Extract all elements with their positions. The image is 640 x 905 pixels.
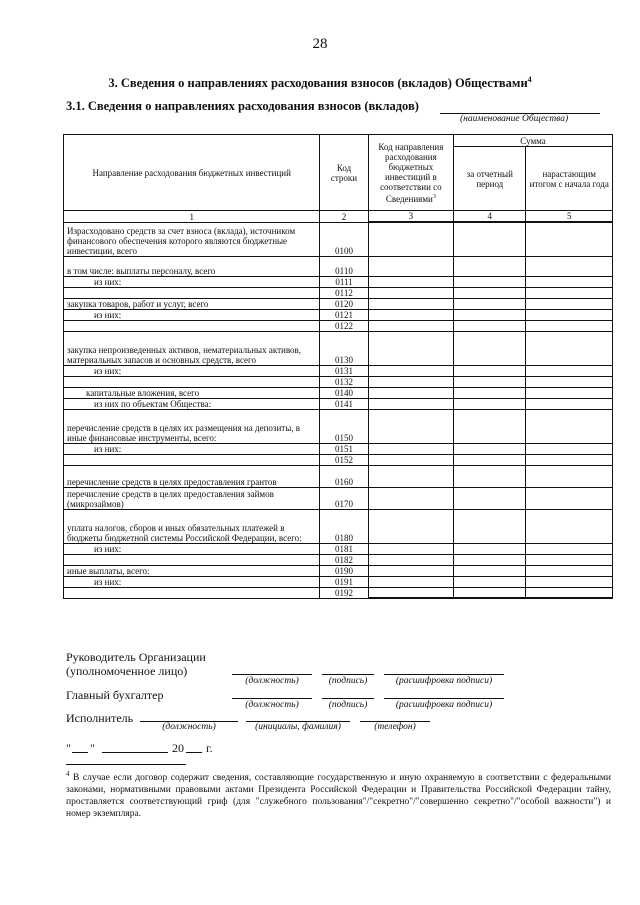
row-code: 0100 <box>320 222 368 256</box>
table-row <box>64 454 613 465</box>
row-code: 0182 <box>320 554 368 565</box>
date-year-suffix: г. <box>206 741 213 755</box>
date-day-line[interactable] <box>72 752 88 753</box>
row-code: 0180 <box>320 509 368 543</box>
table-row <box>64 465 613 487</box>
cell-investment-code[interactable] <box>368 409 453 443</box>
cell-period-sum[interactable] <box>454 256 526 276</box>
table-row <box>64 298 613 309</box>
executor-label: Исполнитель <box>66 711 134 725</box>
table-row <box>64 543 613 554</box>
table-row <box>64 576 613 587</box>
head-label-1: Руководитель Организации <box>66 650 206 664</box>
head-signature-caption: (подпись) <box>328 676 368 686</box>
table-row <box>64 487 613 509</box>
head-signature-line[interactable] <box>322 674 374 675</box>
cell-period-sum[interactable] <box>454 509 526 543</box>
cell-cumulative-sum[interactable] <box>526 222 613 256</box>
section-title-text: 3. Сведения о направлениях расходования взносов (вкладов) Обществами <box>108 76 528 91</box>
accountant-position-caption: (должность) <box>245 700 299 710</box>
cell-period-sum[interactable] <box>454 554 526 565</box>
row-code: 0111 <box>320 276 368 287</box>
head-decoding-line[interactable] <box>384 674 504 675</box>
row-code: 0122 <box>320 320 368 331</box>
cell-period-sum[interactable] <box>454 443 526 454</box>
header-investment-code <box>368 135 453 211</box>
head-label-2: (уполномоченное лицо) <box>66 664 188 678</box>
row-code: 0131 <box>320 365 368 376</box>
cell-cumulative-sum[interactable] <box>526 298 613 309</box>
cell-investment-code[interactable] <box>368 398 453 409</box>
row-label: из них: <box>64 276 320 287</box>
row-code: 0170 <box>320 487 368 509</box>
table-row <box>64 287 613 298</box>
row-code: 0191 <box>320 576 368 587</box>
cell-period-sum[interactable] <box>454 487 526 509</box>
cell-period-sum[interactable] <box>454 287 526 298</box>
row-code: 0181 <box>320 543 368 554</box>
col-number-1: 1 <box>64 211 320 223</box>
table-row <box>64 256 613 276</box>
row-label: из них: <box>64 309 320 320</box>
row-label <box>64 587 320 598</box>
cell-investment-code[interactable] <box>368 331 453 365</box>
table-row <box>64 565 613 576</box>
cell-cumulative-sum[interactable] <box>526 387 613 398</box>
row-label: иные выплаты, всего: <box>64 565 320 576</box>
cell-investment-code[interactable] <box>368 565 453 576</box>
row-label: из них: <box>64 543 320 554</box>
subsection-title: 3.1. Сведения о направлениях расходования взносов (вкладов) <box>66 99 419 113</box>
row-label <box>64 454 320 465</box>
cell-cumulative-sum[interactable] <box>526 454 613 465</box>
executor-name-caption: (инициалы, фамилия) <box>255 722 341 732</box>
cell-cumulative-sum[interactable] <box>526 276 613 287</box>
col-number-4: 4 <box>454 211 526 223</box>
row-label <box>64 376 320 387</box>
executor-phone-caption: (телефон) <box>374 722 416 732</box>
table-row <box>64 587 613 598</box>
accountant-label: Главный бухгалтер <box>66 688 164 702</box>
header-investment-code-ref: 3 <box>432 193 436 200</box>
header-investment-code-text: Код направления расходования бюджетных инвестиций в соответствии со Сведениями <box>378 141 444 204</box>
row-label: из них: <box>64 365 320 376</box>
row-label: из них: <box>64 576 320 587</box>
cell-period-sum[interactable] <box>454 465 526 487</box>
cell-investment-code[interactable] <box>368 222 453 256</box>
cell-cumulative-sum[interactable] <box>526 309 613 320</box>
row-label: в том числе: выплаты персоналу, всего <box>64 256 320 276</box>
footnote-text: В случае если договор содержит сведения, составляющие государственную и иную охраняемую в соответствии с федеральными законами, нормативными правовыми актами Президента Российской Федерации и Правительства Российской Федерации тайну, проставляется соответствующий гриф (для "служебного пользования"/"секретно"/"совершенно секретно"/"особой важности") и номер экземпляра. <box>66 773 612 820</box>
accountant-decoding-line[interactable] <box>384 698 504 699</box>
cell-investment-code[interactable] <box>368 365 453 376</box>
cell-period-sum[interactable] <box>454 298 526 309</box>
row-label: из них: <box>64 443 320 454</box>
cell-investment-code[interactable] <box>368 376 453 387</box>
table-row <box>64 398 613 409</box>
cell-period-sum[interactable] <box>454 387 526 398</box>
cell-investment-code[interactable] <box>368 587 453 598</box>
table-row <box>64 409 613 443</box>
cell-investment-code[interactable] <box>368 554 453 565</box>
table-row <box>64 443 613 454</box>
table-row <box>64 331 613 365</box>
cell-investment-code[interactable] <box>368 309 453 320</box>
row-code: 0152 <box>320 454 368 465</box>
date-month-line[interactable] <box>102 752 168 753</box>
cell-cumulative-sum[interactable] <box>526 487 613 509</box>
col-number-2: 2 <box>320 211 368 223</box>
cell-cumulative-sum[interactable] <box>526 443 613 454</box>
cell-period-sum[interactable] <box>454 409 526 443</box>
accountant-signature-line[interactable] <box>322 698 374 699</box>
row-code: 0190 <box>320 565 368 576</box>
row-label <box>64 320 320 331</box>
table-row <box>64 222 613 256</box>
row-label <box>64 287 320 298</box>
cell-investment-code[interactable] <box>368 256 453 276</box>
cell-investment-code[interactable] <box>368 454 453 465</box>
table-row <box>64 387 613 398</box>
row-label: капитальные вложения, всего <box>64 387 320 398</box>
header-sum: Сумма <box>454 135 613 147</box>
row-label: закупка товаров, работ и услуг, всего <box>64 298 320 309</box>
header-period: за отчетный период <box>454 147 526 211</box>
section-title <box>0 75 640 91</box>
row-code: 0112 <box>320 287 368 298</box>
head-position-caption: (должность) <box>245 676 299 686</box>
cell-period-sum[interactable] <box>454 543 526 554</box>
row-label: из них по объектам Общества: <box>64 398 320 409</box>
accountant-decoding-caption: (расшифровка подписи) <box>395 700 493 710</box>
cell-period-sum[interactable] <box>454 320 526 331</box>
footnote <box>66 768 611 820</box>
cell-period-sum[interactable] <box>454 454 526 465</box>
row-label: закупка непроизведенных активов, нематериальных активов, материальных запасов и основных средств, всего <box>64 331 320 365</box>
cell-investment-code[interactable] <box>368 465 453 487</box>
date-close-quote: " <box>90 741 95 755</box>
cell-period-sum[interactable] <box>454 587 526 598</box>
cell-period-sum[interactable] <box>454 398 526 409</box>
cell-period-sum[interactable] <box>454 276 526 287</box>
cell-cumulative-sum[interactable] <box>526 465 613 487</box>
row-code: 0120 <box>320 298 368 309</box>
cell-period-sum[interactable] <box>454 565 526 576</box>
cell-period-sum[interactable] <box>454 376 526 387</box>
header-cumulative: нарастающим итогом с начала года <box>526 147 613 211</box>
cell-cumulative-sum[interactable] <box>526 320 613 331</box>
cell-cumulative-sum[interactable] <box>526 256 613 276</box>
footnote-mark: 4 <box>66 770 70 778</box>
cell-investment-code[interactable] <box>368 543 453 554</box>
head-position-line[interactable] <box>232 674 312 675</box>
row-code: 0130 <box>320 331 368 365</box>
row-label: перечисление средств в целях предоставления грантов <box>64 465 320 487</box>
table-row <box>64 320 613 331</box>
table-row <box>64 554 613 565</box>
cell-investment-code[interactable] <box>368 576 453 587</box>
col-number-5: 5 <box>526 211 613 223</box>
cell-cumulative-sum[interactable] <box>526 565 613 576</box>
organization-name-caption: (наименование Общества) <box>460 114 569 124</box>
row-code: 0141 <box>320 398 368 409</box>
cell-cumulative-sum[interactable] <box>526 398 613 409</box>
executor-position-caption: (должность) <box>162 722 216 732</box>
cell-cumulative-sum[interactable] <box>526 587 613 598</box>
table-row <box>64 365 613 376</box>
cell-investment-code[interactable] <box>368 287 453 298</box>
expenditure-table <box>63 134 613 599</box>
row-code: 0151 <box>320 443 368 454</box>
table-body <box>64 222 613 598</box>
header-direction: Направление расходования бюджетных инвестиций <box>64 135 320 211</box>
row-code: 0121 <box>320 309 368 320</box>
row-code: 0140 <box>320 387 368 398</box>
cell-period-sum[interactable] <box>454 576 526 587</box>
cell-period-sum[interactable] <box>454 309 526 320</box>
cell-cumulative-sum[interactable] <box>526 543 613 554</box>
row-label: перечисление средств в целях их размещения на депозиты, в иные финансовые инструменты, всего: <box>64 409 320 443</box>
cell-cumulative-sum[interactable] <box>526 287 613 298</box>
section-title-footnote-ref: 4 <box>527 75 532 84</box>
cell-cumulative-sum[interactable] <box>526 331 613 365</box>
row-code: 0132 <box>320 376 368 387</box>
cell-cumulative-sum[interactable] <box>526 409 613 443</box>
cell-cumulative-sum[interactable] <box>526 509 613 543</box>
cell-cumulative-sum[interactable] <box>526 554 613 565</box>
date-year-line[interactable] <box>186 752 202 753</box>
cell-cumulative-sum[interactable] <box>526 376 613 387</box>
cell-investment-code[interactable] <box>368 298 453 309</box>
footnote-separator <box>66 764 186 765</box>
cell-period-sum[interactable] <box>454 222 526 256</box>
accountant-signature-caption: (подпись) <box>328 700 368 710</box>
row-code: 0110 <box>320 256 368 276</box>
row-label: уплата налогов, сборов и иных обязательных платежей в бюджеты бюджетной системы Российской Федерации, всего: <box>64 509 320 543</box>
row-code: 0192 <box>320 587 368 598</box>
table-row <box>64 509 613 543</box>
cell-investment-code[interactable] <box>368 487 453 509</box>
page-number: 28 <box>312 36 328 52</box>
table-row <box>64 309 613 320</box>
table-row <box>64 376 613 387</box>
date-open-quote: " <box>66 741 71 755</box>
table-row <box>64 276 613 287</box>
cell-investment-code[interactable] <box>368 320 453 331</box>
row-label: перечисление средств в целях предоставления займов (микрозаймов) <box>64 487 320 509</box>
cell-investment-code[interactable] <box>368 387 453 398</box>
row-label <box>64 554 320 565</box>
cell-period-sum[interactable] <box>454 365 526 376</box>
date-year-prefix: 20 <box>172 741 184 755</box>
cell-investment-code[interactable] <box>368 509 453 543</box>
cell-cumulative-sum[interactable] <box>526 365 613 376</box>
head-decoding-caption: (расшифровка подписи) <box>395 676 493 686</box>
row-code: 0150 <box>320 409 368 443</box>
col-number-3: 3 <box>368 211 453 223</box>
cell-cumulative-sum[interactable] <box>526 576 613 587</box>
row-label: Израсходовано средств за счет взноса (вклада), источником финансового обеспечения которого являются бюджетные инвестиции, всего <box>64 222 320 256</box>
accountant-position-line[interactable] <box>232 698 312 699</box>
cell-investment-code[interactable] <box>368 276 453 287</box>
cell-period-sum[interactable] <box>454 331 526 365</box>
row-code: 0160 <box>320 465 368 487</box>
cell-investment-code[interactable] <box>368 443 453 454</box>
header-row-code: Код строки <box>320 135 368 211</box>
